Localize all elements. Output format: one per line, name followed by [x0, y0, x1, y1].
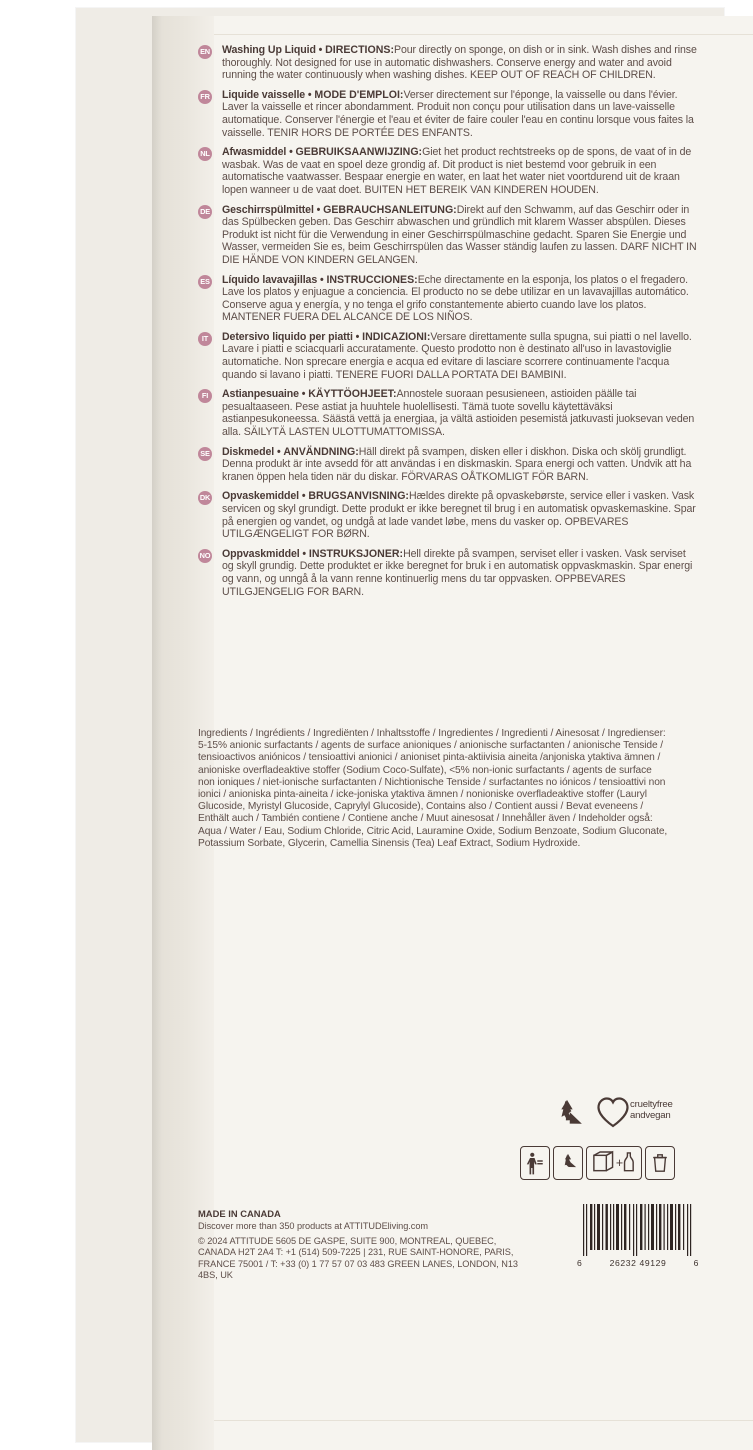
do-not-litter-icon	[520, 1146, 550, 1180]
legal-line-3: FRANCE 75001 / T: +33 (0) 1 77 57 07 03 483 GREEN LANES, LONDON, N13 4BS, UK	[198, 1258, 518, 1281]
cruelty-free-and-vegan-badge	[596, 1094, 696, 1138]
directions-body-es: Eche directamente en la esponja, los platos o el fregadero. Lave los platos y enjuague a conciencia. El producto no se debe utilizar en un lavavajillas automático. Conserve agua y energía, y no tenga el grifo constantemente abierto cuando lave los platos. MANTENER FUERA DEL ALCANCE DE LOS NIÑOS.	[222, 273, 689, 324]
package-left-shading	[152, 16, 162, 1450]
language-block-dk: DK Opvaskemiddel • BRUGSANVISNING:Hældes direkte på opvaskebørste, service eller i vasken. Vask servicen og skyl grundigt. Dette produkt er ikke beregnet til brug i en automatisk opvaskemaskine. Spar på energien og vandet, og undgå at lade vandet løbe, mens du vasker op. OPBEVARES UTILGÆNGELIGT FOR BØRN.	[199, 490, 696, 541]
barcode	[577, 1202, 699, 1278]
legal-line-2: CANADA H2T 2A4 T: +1 (514) 509-7225 | 231, RUE SAINT-HONORE, PARIS,	[198, 1247, 514, 1258]
directions-body-dk: Hældes direkte på opvaskebørste, service eller i vasken. Vask servicen og skyl grundigt. Dette produkt er ikke beregnet til brug i en automatisk opvaskemaskine. Spar på energien og vandet, og undgå at lade vandet løbe, mens du vasker op. OPBEVARES UTILGÆNGELIGT FOR BØRN.	[222, 490, 696, 541]
ingredients-heading: Ingredients / Ingrédients / Ingrediënten / Inhaltsstoffe / Ingredientes / Ingredienti / Ainesosat / Ingredienser:	[198, 728, 666, 739]
directions-heading-nl: GEBRUIKSAANWIJZING:	[295, 146, 423, 159]
language-badge-no: NO	[198, 549, 212, 563]
made-in-label: MADE IN CANADA	[198, 1208, 281, 1219]
legal-line-1: © 2024 ATTITUDE 5605 DE GASPE, SUITE 900, MONTREAL, QUEBEC,	[198, 1235, 497, 1246]
product-name-nl: Afwasmiddel	[222, 146, 287, 159]
directions-heading-fr: MODE D'EMPLOI:	[314, 88, 404, 101]
directions-body-en: Pour directly on sponge, on dish or in sink. Wash dishes and rinse thoroughly. Not designed for use in automatic dishwashers. Conserve energy and water and avoid running the water continuously when washing dishes. KEEP OUT OF REACH OF CHILDREN.	[222, 44, 697, 82]
product-name-se: Diskmedel	[222, 445, 275, 458]
directions-heading-se: ANVÄNDNING:	[283, 445, 359, 458]
directions-body-fr: Verser directement sur l'éponge, la vaisselle ou dans l'évier. Laver la vaisselle et rincer abondamment. Produit non conçu pour utilisation dans un lave-vaisselle automatique. Conserver l'énergie et l'eau et éviter de faire couler l'eau en continu lorsque vous faites la vaisselle. TENIR HORS DE PORTÉE DES ENFANTS.	[222, 88, 694, 139]
product-name-de: Geschirrspülmittel	[222, 203, 314, 216]
language-badge-se: SE	[198, 447, 212, 461]
cruelty-free-line2: andvegan	[630, 1109, 671, 1121]
directions-heading-en: DIRECTIONS:	[325, 44, 394, 56]
language-block-de: DE Geschirrspülmittel • GEBRAUCHSANLEITUNG:Direkt auf den Schwamm, auf das Geschirr oder in das Spülbecken geben. Das Geschirr abwaschen und gründlich mit klarem Wasser abspülen. Dieses Produkt ist nicht für die Verwendung in einer Geschirrspülmaschine gedacht. Sparen Sie Energie und Wasser, vermeiden Sie es, beim Geschirrspülen das Wasser ständig laufen zu lassen. DARF NICHT IN DIE HÄNDE VON KINDERN GELANGEN.	[198, 204, 698, 267]
trash-bin-icon	[645, 1146, 675, 1180]
paper-recycle-icon	[553, 1146, 583, 1180]
product-name-en: Washing Up Liquid	[222, 44, 316, 56]
language-badge-fi: FI	[198, 389, 212, 403]
language-block-fi: FI Astianpesuaine • KÄYTTÖOHJEET:Annostele suoraan pesusieneen, astioiden päälle tai pesualtaaseen. Pese astiat ja huuhtele huolellisesti. Tämä tuote sovellu käytettäväksi astianpesukoneessa. Säästä vettä ja energiaa, ja vältä astioiden pesemistä jatkuvasti juoksevan veden alla. SÄILYTÄ LASTEN ULOTTUMATTOMISSA.	[198, 388, 698, 438]
cruelty-free-label	[630, 1100, 673, 1121]
directions-body-fi: Annostele suoraan pesusieneen, astioiden päälle tai pesualtaaseen. Pese astiat ja huuhtele huolellisesti. Tämä tuote sovellu käytettäväksi astianpesukoneessa. Säästä vettä ja energiaa, ja vältä astioiden pesemistä jatkuvasti juoksevan veden alla. SÄILYTÄ LASTEN ULOTTUMATTOMISSA.	[222, 388, 695, 439]
package-fold-top	[214, 34, 753, 35]
barcode-center-digits: 26232 49129	[609, 1258, 667, 1268]
language-block-es: ES Líquido lavavajillas • INSTRUCCIONES:Eche directamente en la esponja, los platos o el fregadero. Lave los platos y enjuague a conciencia. El producto no se debe utilizar en un lavavajillas automático. Conserve agua y energía, y no tenga el grifo constantemente abierto cuando lave los platos. MANTENER FUERA DEL ALCANCE DE LOS NIÑOS.	[198, 274, 698, 324]
bottle-separate-icon	[586, 1146, 642, 1180]
package-fold-bottom	[214, 1420, 753, 1421]
directions-heading-de: GEBRAUCHSANLEITUNG:	[323, 203, 457, 216]
disposal-instructions-row	[520, 1144, 700, 1182]
product-name-es: Líquido lavavajillas	[222, 273, 318, 286]
language-block-se: SE Diskmedel • ANVÄNDNING:Häll direkt på svampen, disken eller i diskhon. Diska och skölj grundligt. Denna produkt är inte avsedd för att användas i en diskmaskin. Spara energi och vatten. Undvik att ha kranen öppen hela tiden när du diskar. FÖRVARAS OÅTKOMLIGT FÖR BARN.	[198, 446, 698, 484]
directions-body-no: Hell direkte på svampen, serviset eller i vasken. Vask serviset og skyll grundig. Dette produktet er ikke beregnet for bruk i en automatisk oppvaskmaskin. Spar energi og vann, og unngå å la vann renne kontinuerlig mens du tar oppvasken. OPPBEVARES UTILGJENGELIG FOR BARN.	[222, 547, 693, 598]
recycle-icon	[548, 1098, 586, 1134]
directions-heading-fi: KÄYTTÖOHJEET:	[308, 388, 397, 401]
directions-heading-it: INDICAZIONI:	[362, 330, 431, 343]
cruelty-free-line1: crueltyfree	[630, 1099, 673, 1110]
ingredients-body: 5-15% anionic surfactants / agents de surface anioniques / anionische surfactanten / anionische Tenside / tensioactivos aniónicos / tensioattivi anionici / anioniset pinta-aktiivisia aineita /anjoniska ytaktiva ämnen / anioniske overfladeaktive stoffer (Sodium Coco-Sulfate), <5% non-ionic surfactants / agents de surface non ioniques / niet-ionische surfactanten / Nichtionische Tenside / surfactantes no iónicos / tensioattivi non ionici / anioniska pinta-aineita / icke-joniska ytaktiva ämnen / nonioniske overfladeaktive stoffer (Lauryl Glucoside, Myristyl Glucoside, Caprylyl Glucoside), Contains also / Contient aussi / Bevat eveneens / Enthält auch / También contiene / Contiene anche / Muut ainesosat / Innehåller även / Indeholder også: Aqua / Water / Eau, Sodium Chloride, Citric Acid, Lauramine Oxide, Sodium Benzoate, Sodium Gluconate, Potassium Sorbate, Glycerin, Camellia Sinensis (Tea) Leaf Extract, Sodium Hydroxide.	[198, 740, 668, 849]
product-name-dk: Opvaskemiddel	[222, 490, 300, 503]
footer-legal	[198, 1208, 528, 1281]
certification-icons	[520, 1090, 700, 1200]
directions-heading-es: INSTRUCCIONES:	[326, 273, 418, 286]
product-name-fi: Astianpesuaine	[222, 388, 299, 401]
directions-body-se: Häll direkt på svampen, disken eller i diskhon. Diska och skölj grundligt. Denna produkt är inte avsedd för att användas i en diskmaskin. Spara energi och vatten. Undvik att ha kranen öppen hela tiden när du diskar. FÖRVARAS OÅTKOMLIGT FÖR BARN.	[222, 445, 692, 483]
barcode-left-digit: 6	[577, 1258, 583, 1268]
language-badge-fr: FR	[198, 90, 212, 104]
language-block-it: IT Detersivo liquido per piatti • INDICAZIONI:Versare direttamente sulla spugna, sui piatti o nel lavello. Lavare i piatti e sciacquarli accuratamente. Questo prodotto non è destinato all'uso in lavastoviglie automatiche. Non sprecare energia e acqua ed evitare di lasciare scorrere continuamente l'acqua quando si lavano i piatti. TENERE FUORI DALLA PORTATA DEI BAMBINI.	[198, 331, 698, 381]
language-block-no: NO Oppvaskmiddel • INSTRUKSJONER:Hell direkte på svampen, serviset eller i vasken. Vask serviset og skyll grundig. Dette produktet er ikke beregnet for bruk i en automatisk oppvaskmaskin. Spar energi og vann, og unngå å la vann renne kontinuerlig mens du tar oppvasken. OPPBEVARES UTILGJENGELIG FOR BARN.	[199, 547, 693, 598]
website-line: Discover more than 350 products at ATTITUDEliving.com	[198, 1221, 429, 1232]
language-block-en: EN Washing Up Liquid • DIRECTIONS:Pour directly on sponge, on dish or in sink. Wash dishes and rinse thoroughly. Not designed for use in automatic dishwashers. Conserve energy and water and avoid running the water continuously when washing dishes. KEEP OUT OF REACH OF CHILDREN.	[198, 44, 698, 82]
ingredients-section	[198, 728, 668, 850]
product-name-no: Oppvaskmiddel	[222, 547, 300, 560]
directions-body-it: Versare direttamente sulla spugna, sui piatti o nel lavello. Lavare i piatti e sciacquarli accuratamente. Questo prodotto non è destinato all'uso in lavastoviglie automatiche. Non sprecare energia e acqua ed evitare di lasciare scorrere continuamente l'acqua quando si lavano i piatti. TENERE FUORI DALLA PORTATA DEI BAMBINI.	[222, 330, 692, 381]
barcode-digits	[577, 1258, 699, 1268]
directions-section	[198, 44, 698, 605]
directions-heading-no: INSTRUKSJONER:	[308, 547, 404, 560]
language-badge-dk: DK	[198, 491, 212, 505]
barcode-right-digit: 6	[693, 1258, 699, 1268]
product-name-fr: Liquide vaisselle	[222, 88, 306, 101]
language-badge-nl: NL	[198, 147, 212, 161]
language-block-fr: FR Liquide vaisselle • MODE D'EMPLOI:Verser directement sur l'éponge, la vaisselle ou dans l'évier. Laver la vaisselle et rincer abondamment. Produit non conçu pour utilisation dans un lave-vaisselle automatique. Conserver l'énergie et l'eau et éviter de faire couler l'eau en continu lorsque vous faites la vaisselle. TENIR HORS DE PORTÉE DES ENFANTS.	[198, 89, 698, 139]
product-name-it: Detersivo liquido per piatti	[222, 330, 353, 343]
svg-text:+: +	[615, 1155, 624, 1170]
language-badge-en: EN	[198, 45, 212, 59]
directions-body-de: Direkt auf den Schwamm, auf das Geschirr oder in das Spülbecken geben. Das Geschirr abwaschen und gründlich mit klarem Wasser abspülen. Dieses Produkt ist nicht für die Verwendung in einer Geschirrspülmaschine gedacht. Sparen Sie Energie und Wasser, vermeiden Sie es, beim Geschirrspülen das Wasser ständig laufen zu lassen. DARF NICHT IN DIE HÄNDE VON KINDERN GELANGEN.	[222, 203, 697, 266]
language-badge-de: DE	[198, 205, 212, 219]
language-badge-it: IT	[198, 332, 212, 346]
directions-heading-dk: BRUGSANVISNING:	[308, 490, 409, 503]
language-badge-es: ES	[198, 275, 212, 289]
heart-icon	[596, 1096, 630, 1128]
language-block-nl: NL Afwasmiddel • GEBRUIKSAANWIJZING:Giet het product rechtstreeks op de spons, de vaat of in de wasbak. Was de vaat en spoel deze grondig af. Dit product is niet bestemd voor gebruik in een automatische vaatwasser. Bespaar energie en water, en laat het water niet voortdurend uit de kraan lopen wanneer u de vaat doet. BUITEN HET BEREIK VAN KINDEREN HOUDEN.	[198, 146, 698, 196]
directions-body-nl: Giet het product rechtstreeks op de spons, de vaat of in de wasbak. Was de vaat en spoel deze grondig af. Dit product is niet bestemd voor gebruik in een automatische vaatwasser. Bespaar energie en water, en laat het water niet voortdurend uit de kraan lopen wanneer u de vaat doet. BUITEN HET BEREIK VAN KINDEREN HOUDEN.	[222, 146, 692, 196]
barcode-bars	[577, 1202, 699, 1258]
